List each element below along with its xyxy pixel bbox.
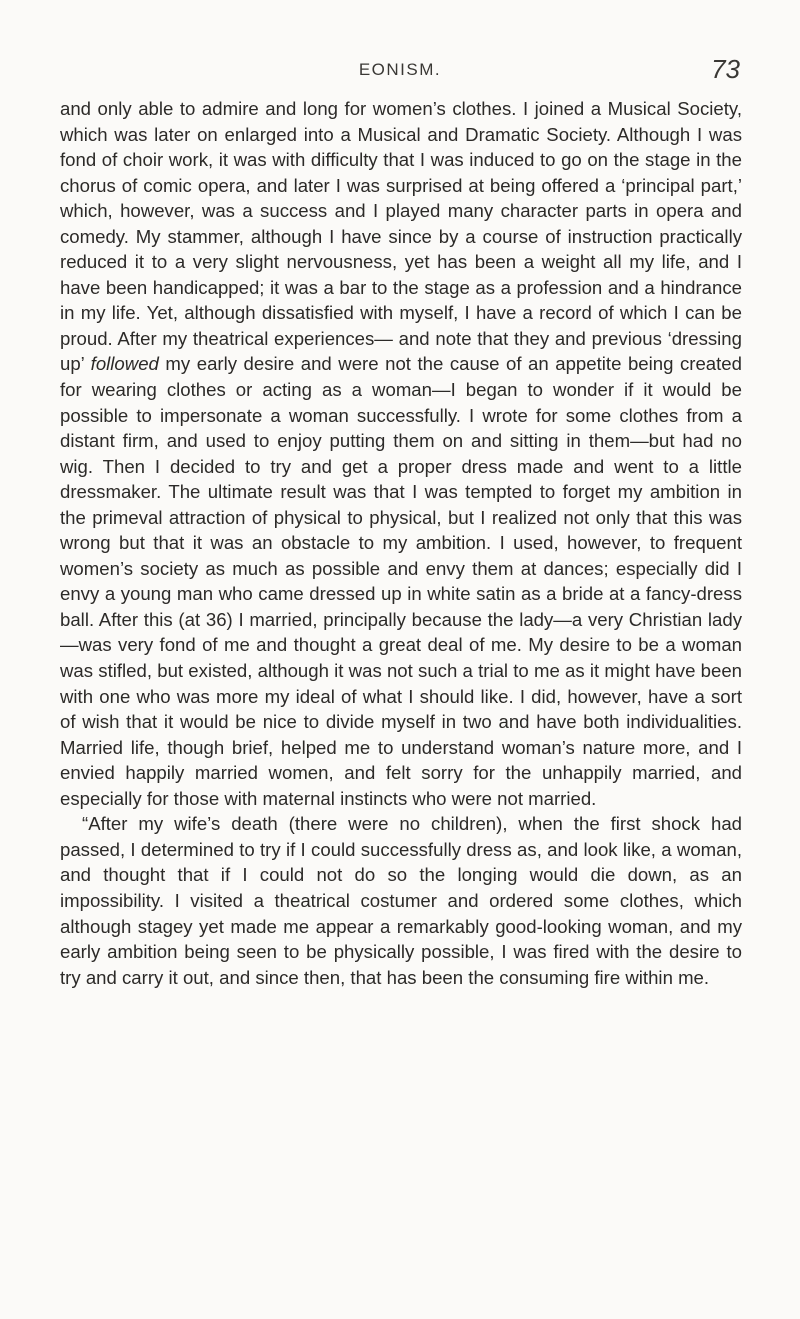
running-header [60,54,740,84]
page-number: 73 [711,54,740,84]
paragraph-text-before-emphasis: and only able to admire and long for women’s clothes. I joined a Musical Society, which was later on enlarged into a Musical and Dramatic Society. Although I was fond of choir work, it was with difficulty that I was induced to go on the stage in the chorus of comic opera, and later I was surprised at being offered a ‘principal part,’ which, however, was a success and I played many character parts in opera and comedy. My stammer, although I have since by a course of instruction practically reduced it to a very slight nervousness, yet has been a weight all my life, and I have been handicapped; it was a bar to the stage as a profession and a hindrance in my life. Yet, although dissatisfied with myself, I have a record of which I can be proud. After my theatrical experiences— and note that they and previous ‘dressing up’ [60,98,742,375]
paragraph-text-after-emphasis: my early desire and were not the cause of an appetite being created for wearing clothes or acting as a woman—I began to wonder if it would be possible to impersonate a woman successfully. I wrote for some clothes from a distant firm, and used to enjoy putting them on and sitting in them—but had no wig. Then I decided to try and get a proper dress made and went to a little dressmaker. The ultimate result was that I was tempted to forget my ambition in the primeval attraction of physical to physical, but I realized not only that this was wrong but that it was an obstacle to my ambition. I used, however, to frequent women’s society as much as possible and envy them at dances; especially did I envy a young man who came dressed up in white satin as a bride at a fancy-dress ball. After this (at 36) I married, principally because the lady—a very Christian lady—was very fond of me and thought a great deal of me. My desire to be a woman was stifled, but existed, although it was not such a trial to me as it might have been with one who was more my ideal of what I should like. I did, however, have a sort of wish that it would be nice to divide myself in two and have both individualities. Married life, though brief, helped me to understand woman’s nature more, and I envied happily married women, and felt sorry for the unhappily married, and especially for those with maternal instincts who were not married. [60,353,742,809]
paragraph-quote: “After my wife’s death (there were no children), when the first shock had passed, I determined to try if I could successfully dress as, and look like, a woman, and thought that if I could not do so the longing would die down, as an impossibility. I visited a theatrical costumer and ordered some clothes, which although stagey yet made me appear a remarkably good-looking woman, and my early ambition being seen to be physically possible, I was fired with the desire to try and carry it out, and since then, that has been the consuming fire within me. [60,813,742,988]
paragraph-continued [60,96,742,811]
body-text [60,96,742,990]
emphasized-word: followed [90,353,159,375]
running-title: EONISM. [358,60,442,79]
